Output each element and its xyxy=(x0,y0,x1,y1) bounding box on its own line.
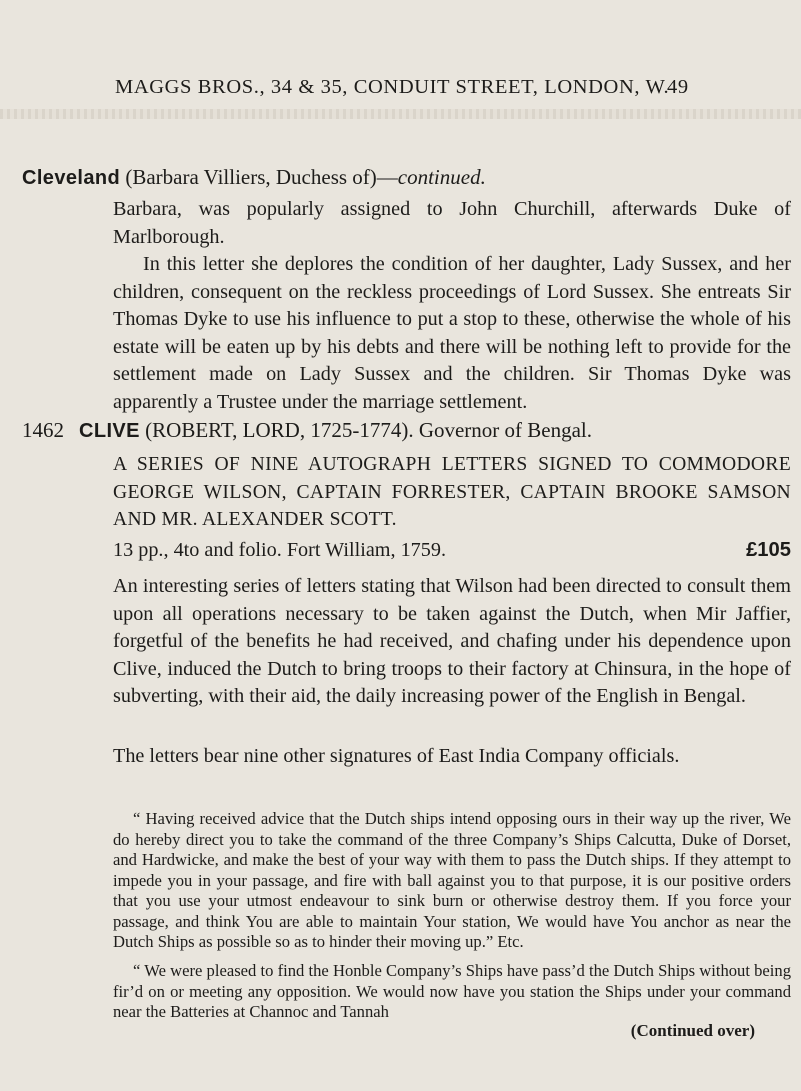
clive-paragraph-2: The letters bear nine other signatures of East India Company officials. xyxy=(113,745,680,767)
header-rule xyxy=(0,109,801,119)
cleveland-paragraph-1: Barbara, was popularly assigned to John Churchill, afterwards Duke of Marlborough. xyxy=(113,198,791,248)
entry-heading-rest: (ROBERT, LORD, 1725-1774). Governor of Bengal. xyxy=(145,418,593,442)
cleveland-paragraph-2: In this letter she deplores the condition of her daughter, Lady Sussex, and her children, consequent on the reckless proceedings of Lord Sussex. She entreats Sir Thomas Dyke to use his influence to put a stop to these, otherwise the whole of his estate will be eaten up by his debts and there will be nothing left to provide for the settlement made on Lady Sussex and the children. Sir Thomas Dyke was apparently a Trustee under the marriage settlement. xyxy=(113,253,791,413)
clive-quotation-1: “ Having received advice that the Dutch ships intend opposing ours in their way up the river, We do hereby direct you to take the command of the three Company’s Ships Calcutta, Duke of Dorset, and Hardwicke, and make the best of your way with them to pass the Dutch ships. If they attempt to impede you in your passage, and fire with ball against you to that purpose, it is our positive orders that you use your utmost endeavour to sink burn or otherwise destroy them. If you force your passage, and think You are able to maintain Your station, We would have You anchor as near the Dutch Ships as possible so as to hinder their moving up.” Etc. xyxy=(113,809,791,951)
continued-label: continued. xyxy=(397,165,486,189)
price: £105 xyxy=(746,539,791,561)
entry-heading-rest: (Barbara Villiers, Duchess of)— xyxy=(125,165,398,189)
page-number: 49 xyxy=(667,76,689,98)
clive-paragraph-1: An interesting series of letters stating that Wilson had been directed to consult them upon all operations necessary to be taken against the Dutch, when Mir Jaffier, forgetful of the benefits he had received, and chafing under his dependence upon Clive, induced the Dutch to bring troops to their factory at Chinsura, in the hope of subverting, with their aid, the daily increasing power of the English in Bengal. xyxy=(113,575,791,707)
catalogue-number: 1462 xyxy=(22,418,64,442)
running-header xyxy=(115,76,689,99)
running-title: MAGGS BROS., 34 & 35, CONDUIT STREET, LONDON, W. xyxy=(115,76,670,98)
collation: 13 pp., 4to and folio. Fort William, 1759. xyxy=(113,539,447,561)
clive-collation-line xyxy=(113,537,791,565)
continued-over-note: (Continued over) xyxy=(630,1021,755,1040)
clive-heading xyxy=(79,418,592,443)
clive-title: A SERIES OF NINE AUTOGRAPH LETTERS SIGNED TO COMMODORE GEORGE WILSON, CAPTAIN FORRESTER, CAPTAIN BROOKE SAMSON AND MR. ALEXANDER SCOTT. xyxy=(113,454,791,530)
cleveland-heading xyxy=(22,165,486,190)
entry-name: Cleveland xyxy=(22,167,121,189)
clive-quotation-2: “ We were pleased to find the Honble Company’s Ships have pass’d the Dutch Ships without being fir’d on or meeting any opposition. We would now have you station the Ships under your command near the Batteries at Channoc and Tannah xyxy=(113,961,791,1021)
entry-name: CLIVE xyxy=(79,420,140,442)
